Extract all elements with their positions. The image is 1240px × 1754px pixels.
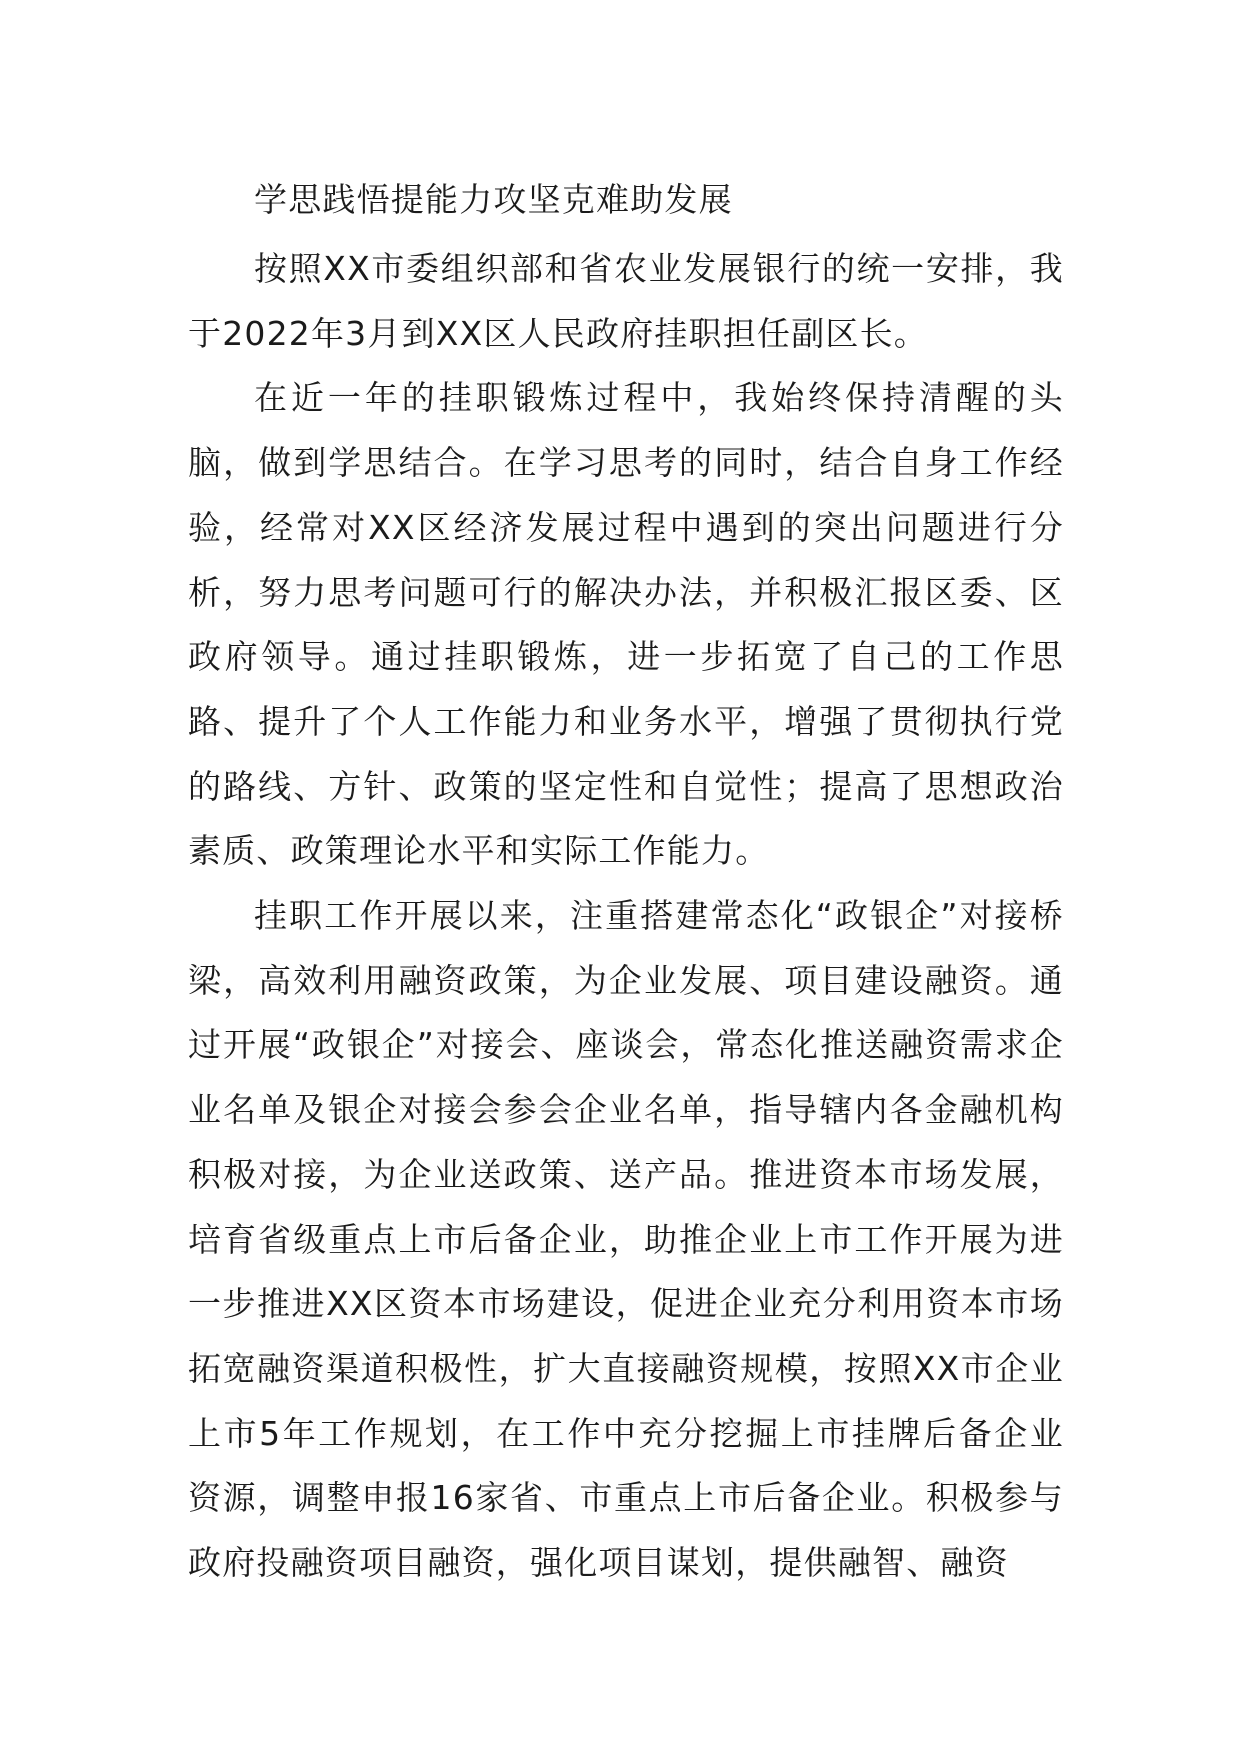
paragraph-learning-reflection: 在近一年的挂职锻炼过程中，我始终保持清醒的头脑，做到学思结合。在学习思考的同时，结合自身工作经验，经常对XX区经济发展过程中遇到的突出问题进行分析，努力思考问题可行的解决办法，并积极汇报区委、区政府领导。通过挂职锻炼，进一步拓宽了自己的工作思路、提升了个人工作能力和业务水平，增强了贯彻执行党的路线、方针、政策的坚定性和自觉性；提高了思想政治素质、政策理论水平和实际工作能力。 xyxy=(188,378,1064,871)
document-body xyxy=(188,168,1064,1596)
document-title: 学思践悟提能力攻坚克难助发展 xyxy=(254,180,733,219)
paragraph-appointment: 按照XX市委组织部和省农业发展银行的统一安排，我于2022年3月到XX区人民政府挂职担任副区长。 xyxy=(188,249,1064,353)
paragraph-financing-work: 挂职工作开展以来，注重搭建常态化“政银企”对接桥梁，高效利用融资政策，为企业发展、项目建设融资。通过开展“政银企”对接会、座谈会，常态化推送融资需求企业名单及银企对接会参会企业名单，指导辖内各金融机构积极对接，为企业送政策、送产品。推进资本市场发展，培育省级重点上市后备企业，助推企业上市工作开展为进一步推进XX区资本市场建设，促进企业充分利用资本市场拓宽融资渠道积极性，扩大直接融资规模，按照XX市企业上市5年工作规划，在工作中充分挖掘上市挂牌后备企业资源，调整申报16家省、市重点上市后备企业。积极参与政府投融资项目融资，强化项目谋划，提供融智、融资 xyxy=(188,896,1064,1583)
